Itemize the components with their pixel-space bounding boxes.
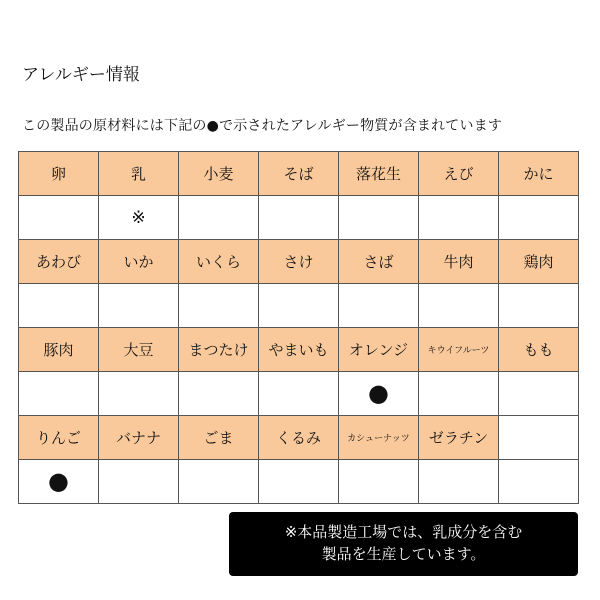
allergen-name-cell: いくら: [179, 240, 259, 284]
allergen-name-cell: くるみ: [259, 416, 339, 460]
allergen-name-cell: 豚肉: [19, 328, 99, 372]
allergen-name-cell: さば: [339, 240, 419, 284]
contains-dot-icon: ●: [368, 378, 389, 407]
allergen-mark-cell: [99, 284, 179, 328]
allergen-mark-cell: [259, 460, 339, 504]
allergen-mark-cell: [19, 460, 99, 504]
allergen-name-cell: バナナ: [99, 416, 179, 460]
allergen-name-cell: まつたけ: [179, 328, 259, 372]
empty-cell: [499, 416, 579, 460]
allergen-name-cell: いか: [99, 240, 179, 284]
allergen-name-cell: 落花生: [339, 152, 419, 196]
allergen-name-cell: ゼラチン: [419, 416, 499, 460]
allergen-mark-cell: [499, 460, 579, 504]
intro-text: この製品の原材料には下記の●で示されたアレルギー物質が含まれています: [22, 118, 503, 134]
allergen-mark-cell: [499, 372, 579, 416]
allergen-mark-row: [19, 284, 579, 328]
allergen-mark-cell: [419, 196, 499, 240]
allergen-mark-cell: [179, 372, 259, 416]
allergen-name-cell: さけ: [259, 240, 339, 284]
section-title: アレルギー情報: [22, 65, 140, 85]
allergen-mark-cell: [99, 372, 179, 416]
allergen-mark-cell: [419, 372, 499, 416]
allergen-mark-cell: [99, 196, 179, 240]
allergen-name-row: [19, 416, 579, 460]
allergen-name-cell: 卵: [19, 152, 99, 196]
allergen-mark-cell: [419, 460, 499, 504]
allergen-mark-cell: [499, 196, 579, 240]
allergen-mark-cell: [259, 372, 339, 416]
allergen-name-cell: 乳: [99, 152, 179, 196]
allergen-name-cell: えび: [419, 152, 499, 196]
allergen-mark-cell: [179, 460, 259, 504]
allergen-name-cell: キウイフルーツ: [419, 328, 499, 372]
allergen-name-cell: やまいも: [259, 328, 339, 372]
allergen-name-cell: オレンジ: [339, 328, 419, 372]
allergen-name-row: [19, 152, 579, 196]
factory-notice: [229, 512, 578, 576]
reference-mark-icon: ※: [131, 207, 146, 228]
allergen-mark-cell: [339, 460, 419, 504]
allergen-name-cell: あわび: [19, 240, 99, 284]
allergen-mark-row: [19, 460, 579, 504]
allergen-mark-cell: [19, 284, 99, 328]
notice-line-2: 製品を生産しています。: [321, 545, 486, 563]
allergen-name-row: [19, 240, 579, 284]
allergen-mark-cell: [339, 196, 419, 240]
allergen-name-row: [19, 328, 579, 372]
allergen-name-cell: 大豆: [99, 328, 179, 372]
contains-dot-icon: ●: [48, 466, 69, 495]
allergen-mark-cell: [179, 196, 259, 240]
allergen-table-body: [19, 152, 579, 504]
allergen-mark-cell: [259, 196, 339, 240]
allergen-mark-cell: [99, 460, 179, 504]
notice-line-1: ※本品製造工場では、乳成分を含む: [284, 523, 523, 541]
allergen-mark-cell: [419, 284, 499, 328]
allergen-name-cell: もも: [499, 328, 579, 372]
allergen-mark-cell: [179, 284, 259, 328]
allergen-name-cell: りんご: [19, 416, 99, 460]
allergen-name-cell: カシューナッツ: [339, 416, 419, 460]
allergen-mark-cell: [499, 284, 579, 328]
allergen-name-cell: そば: [259, 152, 339, 196]
allergen-mark-row: [19, 372, 579, 416]
allergen-mark-row: [19, 196, 579, 240]
allergen-mark-cell: [339, 284, 419, 328]
allergen-mark-cell: [339, 372, 419, 416]
allergen-mark-cell: [259, 284, 339, 328]
allergen-name-cell: ごま: [179, 416, 259, 460]
allergen-name-cell: 鶏肉: [499, 240, 579, 284]
allergen-table: [18, 151, 579, 504]
allergen-mark-cell: [19, 196, 99, 240]
allergen-name-cell: かに: [499, 152, 579, 196]
allergen-mark-cell: [19, 372, 99, 416]
allergen-name-cell: 牛肉: [419, 240, 499, 284]
allergen-name-cell: 小麦: [179, 152, 259, 196]
